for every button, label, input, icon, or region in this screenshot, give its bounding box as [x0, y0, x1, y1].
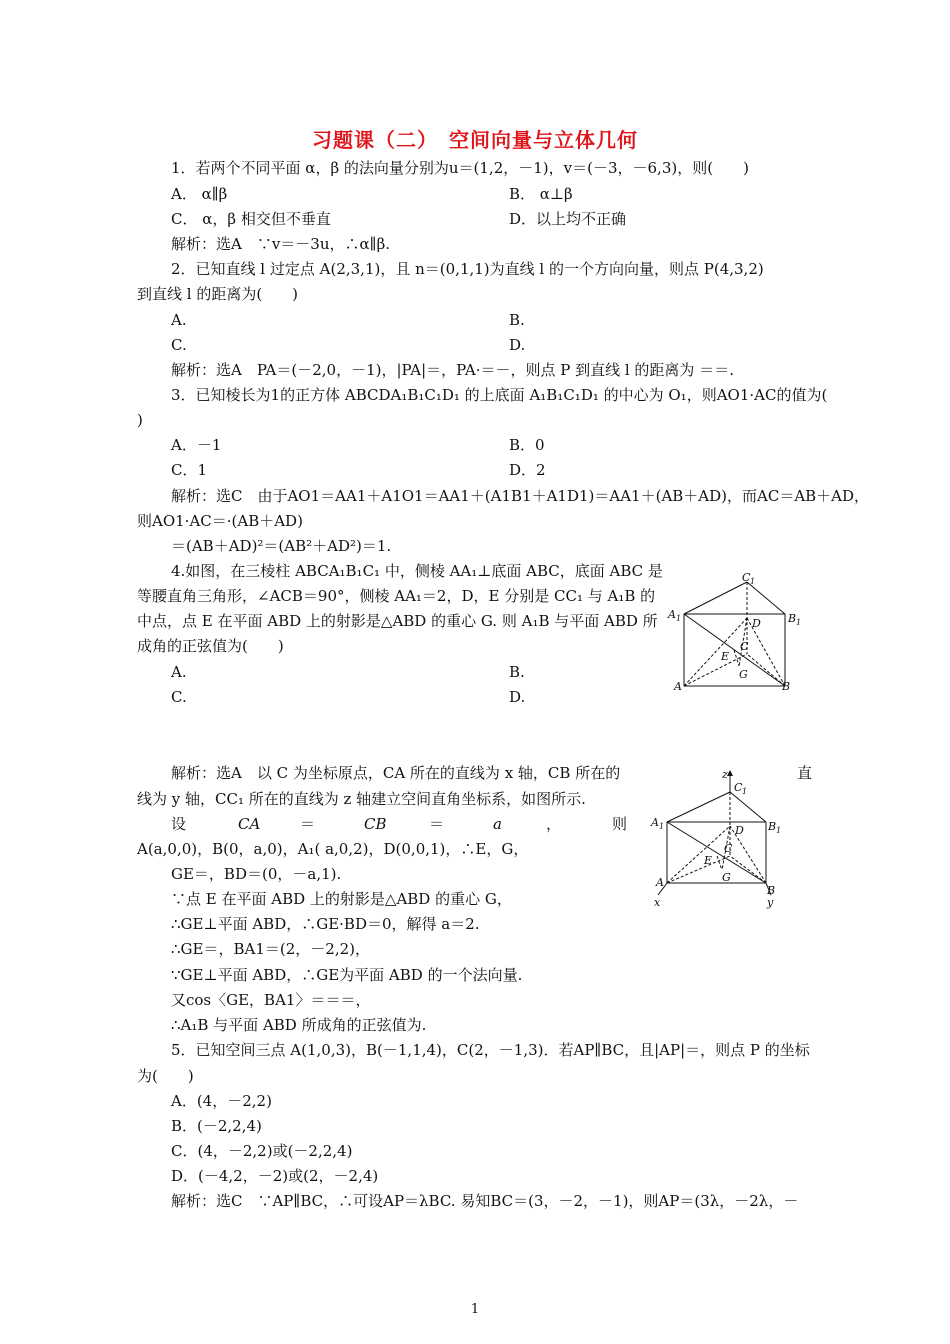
label-a1: A — [651, 816, 659, 829]
q4-solution-line3-e: ＝ — [429, 815, 445, 833]
q4-solution-line1: 解析：选A 以 C 为坐标原点，CA 所在的直线为 x 轴，CB 所在的 — [171, 764, 621, 782]
q4-option-d: D. — [509, 688, 526, 706]
q1-option-a: A． α∥β — [171, 185, 228, 203]
q3-option-d: D．2 — [509, 461, 546, 479]
label-d: D — [752, 617, 761, 630]
label-c1-sub: 1 — [750, 577, 756, 586]
q3-solution-line1: 解析：选C 由于AO1＝AA1＋A1O1＝AA1＋(A1B1＋A1D1)＝AA1＋(AB＋AD)，而AC＝AB＋AD， — [171, 487, 870, 505]
label-c: C — [724, 842, 733, 855]
q5-stem-line1: 5．已知空间三点 A(1,0,3)，B(－1,1,4)，C(2，－1,3)．若AP∥BC，且|AP|＝，则点 P 的坐标 — [171, 1041, 810, 1059]
q2-stem-line2: 到直线 l 的距离为( ) — [137, 285, 299, 303]
label-g: G — [739, 668, 748, 681]
q3-solution-line3: ＝(AB＋AD)²＝(AB²＋AD²)＝1. — [171, 537, 392, 555]
q2-option-c: C. — [171, 336, 187, 354]
q3-stem-line1: 3．已知棱长为1的正方体 ABCDA₁B₁C₁D₁ 的上底面 A₁B₁C₁D₁ 的中心为 O₁，则AO1·AC的值为( — [171, 386, 828, 404]
q3-option-c: C．1 — [171, 461, 208, 479]
q4-solution-line1-end: 直 — [797, 764, 813, 782]
q4-solution-line3-b: CA — [238, 815, 261, 833]
q4-solution-line11: ∴A₁B 与平面 ABD 所成角的正弦值为. — [171, 1016, 427, 1034]
q4-solution-line10: 又cos〈GE，BA1〉＝＝＝， — [171, 991, 371, 1009]
label-e: E — [721, 650, 730, 663]
q5-solution: 解析：选C ∵AP∥BC，∴可设AP＝λBC. 易知BC＝(3，－2，－1)，则AP＝(3λ，－2λ，－ — [171, 1192, 799, 1210]
q2-option-a: A. — [171, 311, 187, 329]
q4-stem-line2: 等腰直角三角形，∠ACB＝90°，侧棱 AA₁＝2，D，E 分别是 CC₁ 与 A₁B 的 — [137, 587, 656, 605]
q2-option-b: B. — [509, 311, 525, 329]
q5-stem-line2: 为( ) — [137, 1067, 194, 1085]
axis-label-x: x — [654, 896, 661, 909]
q4-option-c: C. — [171, 688, 187, 706]
q5-option-a: A．(4，－2,2) — [171, 1092, 272, 1110]
axis-label-y: y — [767, 896, 774, 909]
label-b1: B — [788, 612, 797, 625]
q4-solution-line5: GE＝，BD＝(0，－a,1). — [171, 865, 342, 883]
prism-coordinate-figure — [650, 768, 795, 910]
q4-solution-line9: ∵GE⊥平面 ABD，∴GE为平面 ABD 的一个法向量. — [171, 966, 523, 984]
q2-stem-line1: 2．已知直线 l 过定点 A(2,3,1)，且 n＝(0,1,1)为直线 l 的一个方向向量，则点 P(4,3,2) — [171, 260, 764, 278]
q4-stem-line4: 成角的正弦值为( ) — [137, 637, 284, 655]
q3-option-b: B．0 — [509, 436, 545, 454]
q4-solution-line3-c: ＝ — [300, 815, 316, 833]
page-number: 1 — [470, 1302, 480, 1317]
label-e: E — [704, 854, 713, 867]
q4-solution-line3-d: CB — [364, 815, 387, 833]
q3-option-a: A．－1 — [171, 436, 222, 454]
label-a1-sub: 1 — [676, 614, 682, 623]
label-b: B — [782, 680, 791, 693]
q2-option-d: D. — [509, 336, 526, 354]
q1-option-b: B． α⊥β — [509, 185, 573, 203]
q5-option-b: B．(－2,2,4) — [171, 1117, 262, 1135]
q4-solution-line3-g: ， — [546, 815, 562, 833]
q1-solution: 解析：选A ∵v＝－3u，∴α∥β. — [171, 235, 391, 253]
label-b1-sub: 1 — [796, 618, 802, 627]
q1-stem: 1．若两个不同平面 α，β 的法向量分别为u＝(1,2，－1)，v＝(－3，－6,3)，则( ) — [171, 159, 749, 177]
q1-option-d: D．以上均不正确 — [509, 210, 627, 228]
prism-figure — [664, 572, 814, 696]
label-d: D — [735, 824, 744, 837]
axis-label-z: z — [722, 768, 728, 781]
q4-solution-line8: ∴GE＝，BA1＝(2，－2,2)， — [171, 940, 370, 958]
label-a1: A — [668, 608, 676, 621]
q2-solution: 解析：选A PA＝(－2,0，－1)，|PA|＝，PA·＝－，则点 P 到直线 l 的距离为 ＝＝. — [171, 361, 734, 379]
q4-stem-line1: 4.如图，在三棱柱 ABCA₁B₁C₁ 中，侧棱 AA₁⊥底面 ABC，底面 ABC 是 — [171, 562, 663, 580]
q4-solution-line7: ∴GE⊥平面 ABD，∴GE·BD＝0，解得 a＝2. — [171, 915, 480, 933]
label-b1: B — [768, 820, 777, 833]
label-a: A — [674, 680, 682, 693]
q4-option-a: A. — [171, 663, 187, 681]
q4-solution-line6: ∵点 E 在平面 ABD 上的射影是△ABD 的重心 G， — [171, 890, 512, 908]
z-axis-arrow-icon — [727, 770, 733, 776]
label-b: B — [767, 884, 776, 897]
label-a: A — [656, 876, 664, 889]
page-title: 习题课（二） 空间向量与立体几何 — [312, 128, 638, 152]
q4-option-b: B. — [509, 663, 525, 681]
label-c1-sub: 1 — [742, 787, 748, 796]
q4-stem-line3: 中点，点 E 在平面 ABD 上的射影是△ABD 的重心 G. 则 A₁B 与平面 ABD 所 — [137, 612, 658, 630]
label-a1-sub: 1 — [659, 822, 665, 831]
label-c1: C — [734, 781, 743, 794]
q3-solution-line2: 则AO1·AC＝·(AB＋AD) — [137, 512, 303, 530]
q4-solution-line3-f: a — [493, 815, 502, 833]
label-c: C — [740, 640, 749, 653]
q4-solution-line3-h: 则 — [612, 815, 628, 833]
q5-option-d: D．(－4,2，－2)或(2，－2,4) — [171, 1167, 379, 1185]
label-g: G — [722, 871, 731, 884]
q4-solution-line3-a: 设 — [171, 815, 187, 833]
label-c1: C — [742, 572, 751, 584]
q1-option-c: C． α，β 相交但不垂直 — [171, 210, 331, 228]
label-b1-sub: 1 — [776, 826, 782, 835]
q5-option-c: C．(4，－2,2)或(－2,2,4) — [171, 1142, 353, 1160]
q3-stem-line2: ) — [137, 411, 143, 429]
q4-solution-line2: 线为 y 轴，CC₁ 所在的直线为 z 轴建立空间直角坐标系，如图所示. — [137, 790, 586, 808]
q4-solution-line4: A(a,0,0)，B(0，a,0)，A₁( a,0,2)，D(0,0,1)，∴E，G， — [137, 840, 529, 858]
